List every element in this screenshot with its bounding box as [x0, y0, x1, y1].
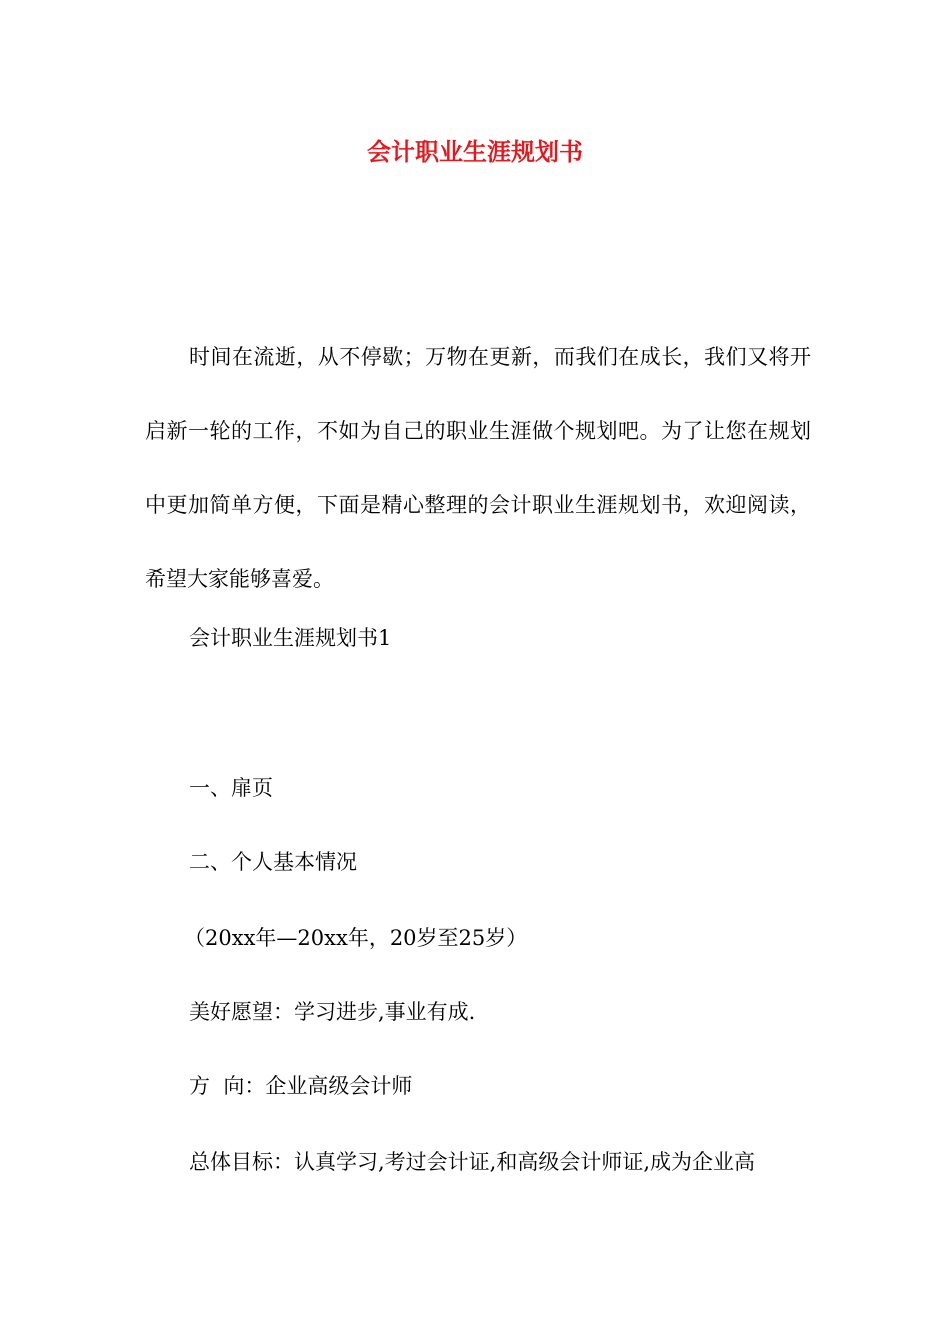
- intro-paragraph: 时间在流逝，从不停歇；万物在更新，而我们在成长，我们又将开启新一轮的工作，不如为自己的职业生涯做个规划吧。为了让您在规划中更加简单方便，下面是精心整理的会计职业生涯规划书，欢迎阅读，希望大家能够喜爱。: [145, 345, 811, 591]
- item-overall-goal: 总体目标：认真学习,考过会计证,和高级会计师证,成为企业高: [189, 1150, 756, 1174]
- document-title: 会计职业生涯规划书: [367, 137, 583, 166]
- item-personal-info: 二、个人基本情况: [189, 850, 357, 874]
- item-wish: 美好愿望：学习进步,事业有成.: [189, 1000, 476, 1024]
- item-cover-page: 一、扉页: [189, 776, 273, 800]
- section-heading: 会计职业生涯规划书1: [189, 626, 392, 650]
- item-direction: 方 向：企业高级会计师: [189, 1074, 413, 1098]
- item-period: （20xx年—20xx年，20岁至25岁）: [184, 926, 528, 950]
